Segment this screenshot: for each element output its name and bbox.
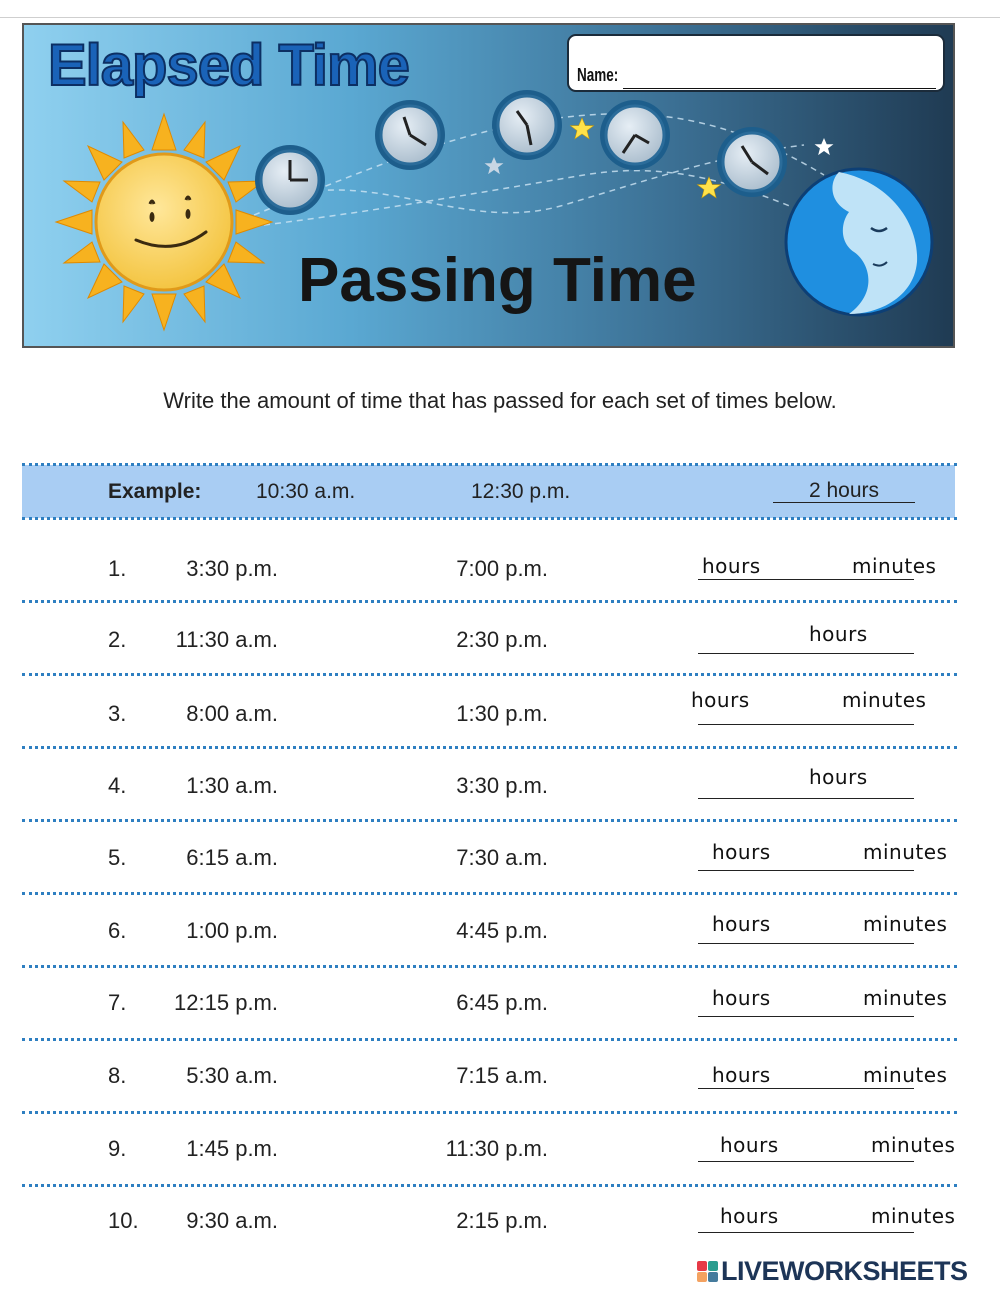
hours-label: hours bbox=[712, 986, 771, 1010]
clock-icon bbox=[375, 100, 445, 170]
sun-icon bbox=[56, 114, 272, 330]
end-time: 11:30 p.m. bbox=[445, 1136, 548, 1161]
answer-field[interactable] bbox=[698, 1232, 914, 1233]
dotted-divider bbox=[22, 965, 957, 968]
end-time: 7:30 a.m. bbox=[456, 845, 548, 870]
end-time: 7:15 a.m. bbox=[456, 1063, 548, 1088]
dotted-divider bbox=[22, 517, 957, 520]
start-time: 12:15 p.m. bbox=[174, 990, 278, 1015]
hours-label: hours bbox=[720, 1204, 779, 1228]
answer-field[interactable] bbox=[698, 1088, 914, 1089]
dotted-divider bbox=[22, 463, 957, 466]
logo-square bbox=[708, 1261, 718, 1271]
example-label: Example: bbox=[108, 480, 202, 503]
footer-brand[interactable] bbox=[697, 1257, 968, 1285]
worksheet-title: Elapsed Time bbox=[48, 33, 409, 98]
start-time: 1:30 a.m. bbox=[186, 773, 278, 798]
problem-number: 5. bbox=[108, 845, 127, 870]
hours-label: hours bbox=[712, 1063, 771, 1087]
end-time: 6:45 p.m. bbox=[456, 990, 548, 1015]
minutes-label: minutes bbox=[871, 1133, 956, 1157]
answer-field[interactable] bbox=[698, 1016, 914, 1017]
dotted-divider bbox=[22, 1111, 957, 1114]
problem-number: 9. bbox=[108, 1136, 127, 1161]
dotted-divider bbox=[22, 746, 957, 749]
start-time: 8:00 a.m. bbox=[186, 701, 278, 726]
dotted-divider bbox=[22, 1038, 957, 1041]
problem-number: 8. bbox=[108, 1063, 127, 1088]
start-time: 3:30 p.m. bbox=[186, 556, 278, 581]
minutes-label: minutes bbox=[842, 688, 927, 712]
logo-square bbox=[708, 1272, 718, 1282]
start-time: 11:30 a.m. bbox=[175, 627, 278, 652]
clock-icon bbox=[717, 127, 787, 197]
minutes-label: minutes bbox=[871, 1204, 956, 1228]
name-label: Name: bbox=[577, 65, 619, 85]
answer-field[interactable] bbox=[698, 724, 914, 725]
top-rule bbox=[0, 17, 1000, 18]
clock-icon bbox=[600, 100, 670, 170]
answer-field[interactable] bbox=[698, 579, 914, 580]
start-time: 1:45 p.m. bbox=[186, 1136, 278, 1161]
problem-number: 3. bbox=[108, 701, 127, 726]
minutes-label: minutes bbox=[852, 554, 937, 578]
end-time: 3:30 p.m. bbox=[456, 773, 548, 798]
clock-icon bbox=[492, 90, 562, 160]
answer-field[interactable] bbox=[698, 653, 914, 654]
hours-label: hours bbox=[720, 1133, 779, 1157]
example-start-time: 10:30 a.m. bbox=[256, 480, 356, 503]
answer-field[interactable] bbox=[698, 870, 914, 871]
end-time: 2:15 p.m. bbox=[456, 1208, 548, 1233]
hours-label: hours bbox=[809, 622, 868, 646]
problem-number: 1. bbox=[108, 556, 127, 581]
dotted-divider bbox=[22, 673, 957, 676]
hours-label: hours bbox=[712, 912, 771, 936]
logo-square bbox=[697, 1272, 707, 1282]
dotted-divider bbox=[22, 819, 957, 822]
minutes-label: minutes bbox=[863, 1063, 948, 1087]
start-time: 5:30 a.m. bbox=[186, 1063, 278, 1088]
problem-number: 6. bbox=[108, 918, 127, 943]
header-banner bbox=[22, 23, 955, 348]
example-answer: 2 hours bbox=[773, 480, 915, 503]
minutes-label: minutes bbox=[863, 986, 948, 1010]
end-time: 4:45 p.m. bbox=[456, 918, 548, 943]
hours-label: hours bbox=[712, 840, 771, 864]
moon-icon bbox=[786, 169, 932, 315]
name-box bbox=[567, 34, 945, 92]
end-time: 2:30 p.m. bbox=[456, 627, 548, 652]
answer-field[interactable] bbox=[698, 943, 914, 944]
start-time: 1:00 p.m. bbox=[186, 918, 278, 943]
problem-number: 10. bbox=[108, 1208, 139, 1233]
start-time: 6:15 a.m. bbox=[186, 845, 278, 870]
problem-number: 2. bbox=[108, 627, 127, 652]
dotted-divider bbox=[22, 1184, 957, 1187]
answer-field[interactable] bbox=[698, 1161, 914, 1162]
end-time: 7:00 p.m. bbox=[456, 556, 548, 581]
hours-label: hours bbox=[702, 554, 761, 578]
problem-number: 7. bbox=[108, 990, 127, 1015]
dotted-divider bbox=[22, 600, 957, 603]
instructions: Write the amount of time that has passed for each set of times below. bbox=[163, 388, 837, 413]
end-time: 1:30 p.m. bbox=[456, 701, 548, 726]
brand-name: LIVEWORKSHEETS bbox=[721, 1255, 968, 1286]
dotted-divider bbox=[22, 892, 957, 895]
clock-icon bbox=[255, 145, 325, 215]
problem-number: 4. bbox=[108, 773, 127, 798]
hours-label: hours bbox=[691, 688, 750, 712]
worksheet-subtitle: Passing Time bbox=[298, 246, 697, 315]
logo-square bbox=[697, 1261, 707, 1271]
minutes-label: minutes bbox=[863, 912, 948, 936]
start-time: 9:30 a.m. bbox=[186, 1208, 278, 1233]
hours-label: hours bbox=[809, 765, 868, 789]
minutes-label: minutes bbox=[863, 840, 948, 864]
liveworksheets-logo-icon bbox=[697, 1261, 718, 1282]
name-field[interactable] bbox=[623, 88, 936, 89]
answer-field[interactable] bbox=[698, 798, 914, 799]
example-end-time: 12:30 p.m. bbox=[471, 480, 571, 503]
